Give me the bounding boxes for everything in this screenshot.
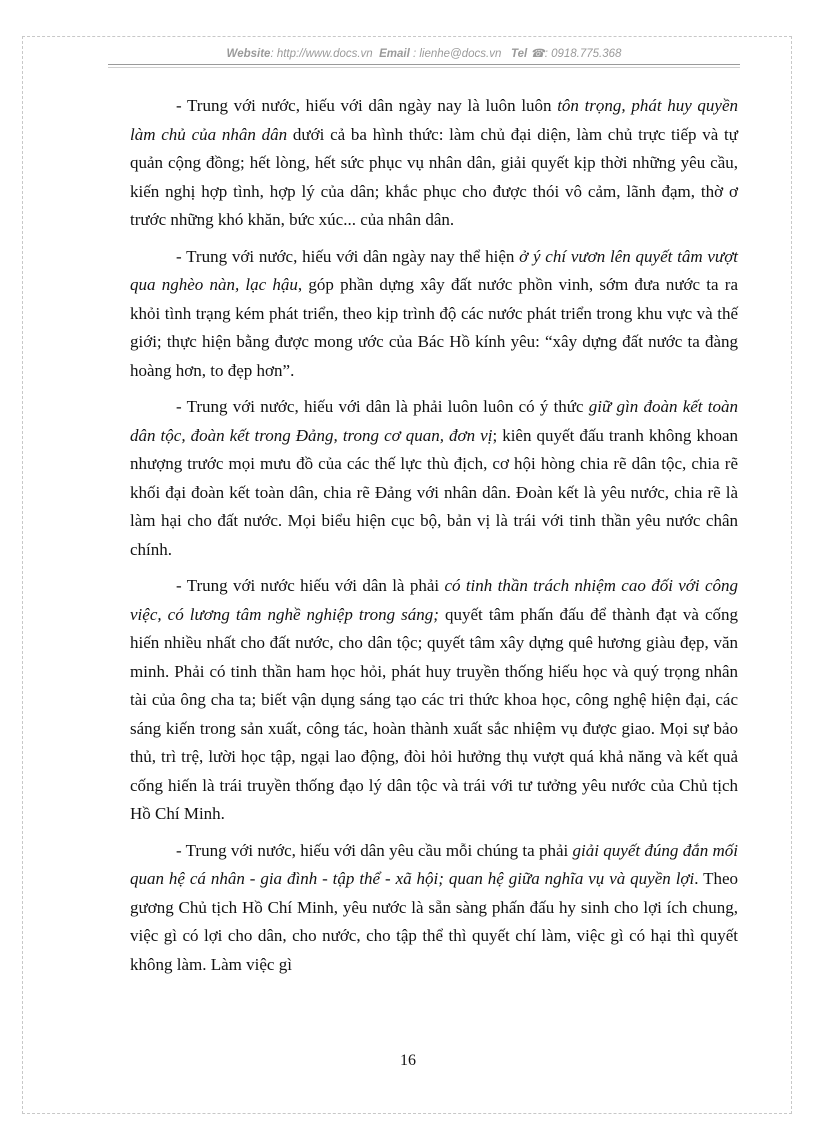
paragraph-text: ; kiên quyết đấu tranh không khoan nhượng trước mọi mưu đồ của các thế lực thù địch, cơ hội hòng chia rẽ dân tộc, chia rẽ khối đại đoàn kết toàn dân, chia rẽ Đảng với nhân dân. Đoàn kết là yêu nước, chia rẽ là làm hại cho đất nước. Mọi biểu hiện cục bộ, bản vị là trái với tinh thần yêu nước chân chính. [130, 425, 738, 559]
website-value[interactable]: : http://www.docs.vn [270, 48, 373, 60]
document-body [130, 92, 738, 987]
paragraph-text: - Trung với nước, hiếu với dân ngày nay là luôn luôn [176, 96, 558, 115]
paragraph-text: . Theo gương Chủ tịch Hồ Chí Minh, yêu nước là sẵn sàng phấn đấu hy sinh cho lợi ích chung, việc gì có lợi cho dân, cho nước, cho tập thể thì quyết chí làm, việc gì có hại thì quyết không làm. Làm việc gì [130, 869, 739, 974]
paragraph-text: - Trung với nước, hiếu với dân ngày nay thể hiện [176, 246, 520, 266]
paragraph-5 [130, 837, 738, 980]
paragraph-text: - Trung với nước hiếu với dân là phải [176, 576, 445, 595]
website-label: Website [226, 48, 271, 60]
tel-label: Tel [510, 48, 528, 60]
page-header [108, 46, 740, 60]
header-rule [108, 64, 740, 65]
paragraph-text: , góp phần dựng xây đất nước phồn vinh, sớm đưa nước ta ra khỏi tình trạng kém phát triển, theo kịp trình độ các nước phát triển trong khu vực và thế giới; thực hiện bằng được mong ước của Bác Hồ kính yêu: “xây dựng đất nước ta đàng hoàng hơn, to đẹp hơn”. [130, 275, 738, 380]
paragraph-text: quyết tâm phấn đấu để thành đạt và cống hiến nhiều nhất cho đất nước, cho dân tộc; quyết tâm xây dựng quê hương giàu đẹp, văn minh. Phải có tinh thần ham học hỏi, phát huy truyền thống hiếu học và quý trọng nhân tài của ông cha ta; biết vận dụng sáng tạo các tri thức khoa học, công nghệ hiện đại, các sáng kiến trong sản xuất, công tác, hoàn thành xuất sắc nhiệm vụ được giao. Mọi sự bảo thủ, trì trệ, lười học tập, ngại lao động, đòi hỏi hưởng thụ vượt quá khả năng và kết quả cống hiến là trái truyền thống đạo lý dân tộc và trái với tư tưởng yêu nước của Chủ tịch Hồ Chí Minh. [130, 604, 738, 823]
emphasis-text: có tinh thần trách nhiệm cao đối với công việc, có lương tâm nghề nghiệp trong sáng; [130, 576, 738, 624]
paragraph-2 [130, 243, 738, 386]
email-label: Email [379, 48, 410, 60]
email-value[interactable]: : lienhe@docs.vn [409, 48, 502, 60]
emphasis-text: giữ gìn đoàn kết toàn dân tộc, đoàn kết trong Đảng, trong cơ quan, đơn vị [130, 397, 738, 445]
phone-icon: ☎ [530, 48, 545, 60]
tel-value: : 0918.775.368 [544, 48, 622, 60]
emphasis-text: tôn trọng, phát huy quyền làm chủ của nhân dân [130, 96, 738, 144]
paragraph-text: - Trung với nước, hiếu với dân yêu cầu mỗi chúng ta phải [176, 840, 573, 860]
page-number: 16 [400, 1052, 416, 1069]
paragraph-3 [130, 393, 738, 564]
header-rule-thin [108, 67, 740, 68]
paragraph-text: - Trung với nước, hiếu với dân là phải luôn luôn có ý thức [176, 397, 589, 416]
paragraph-1 [130, 92, 738, 235]
paragraph-text: dưới cả ba hình thức: làm chủ đại diện, làm chủ trực tiếp và tự quản cộng đồng; hết lòng, hết sức phục vụ nhân dân, giải quyết kịp thời những yêu cầu, kiến nghị hợp tình, hợp lý của dân; khắc phục cho được thói vô cảm, lãnh đạm, thờ ơ trước những khó khăn, bức xúc... của nhân dân. [130, 124, 738, 229]
emphasis-text: ở ý chí vươn lên quyết tâm vượt qua nghèo nàn, lạc hậu [130, 246, 738, 294]
emphasis-text: giải quyết đúng đắn mối quan hệ cá nhân - gia đình - tập thể - xã hội; quan hệ giữa nghĩa vụ và quyền lợi [130, 840, 738, 888]
paragraph-4 [130, 572, 738, 829]
